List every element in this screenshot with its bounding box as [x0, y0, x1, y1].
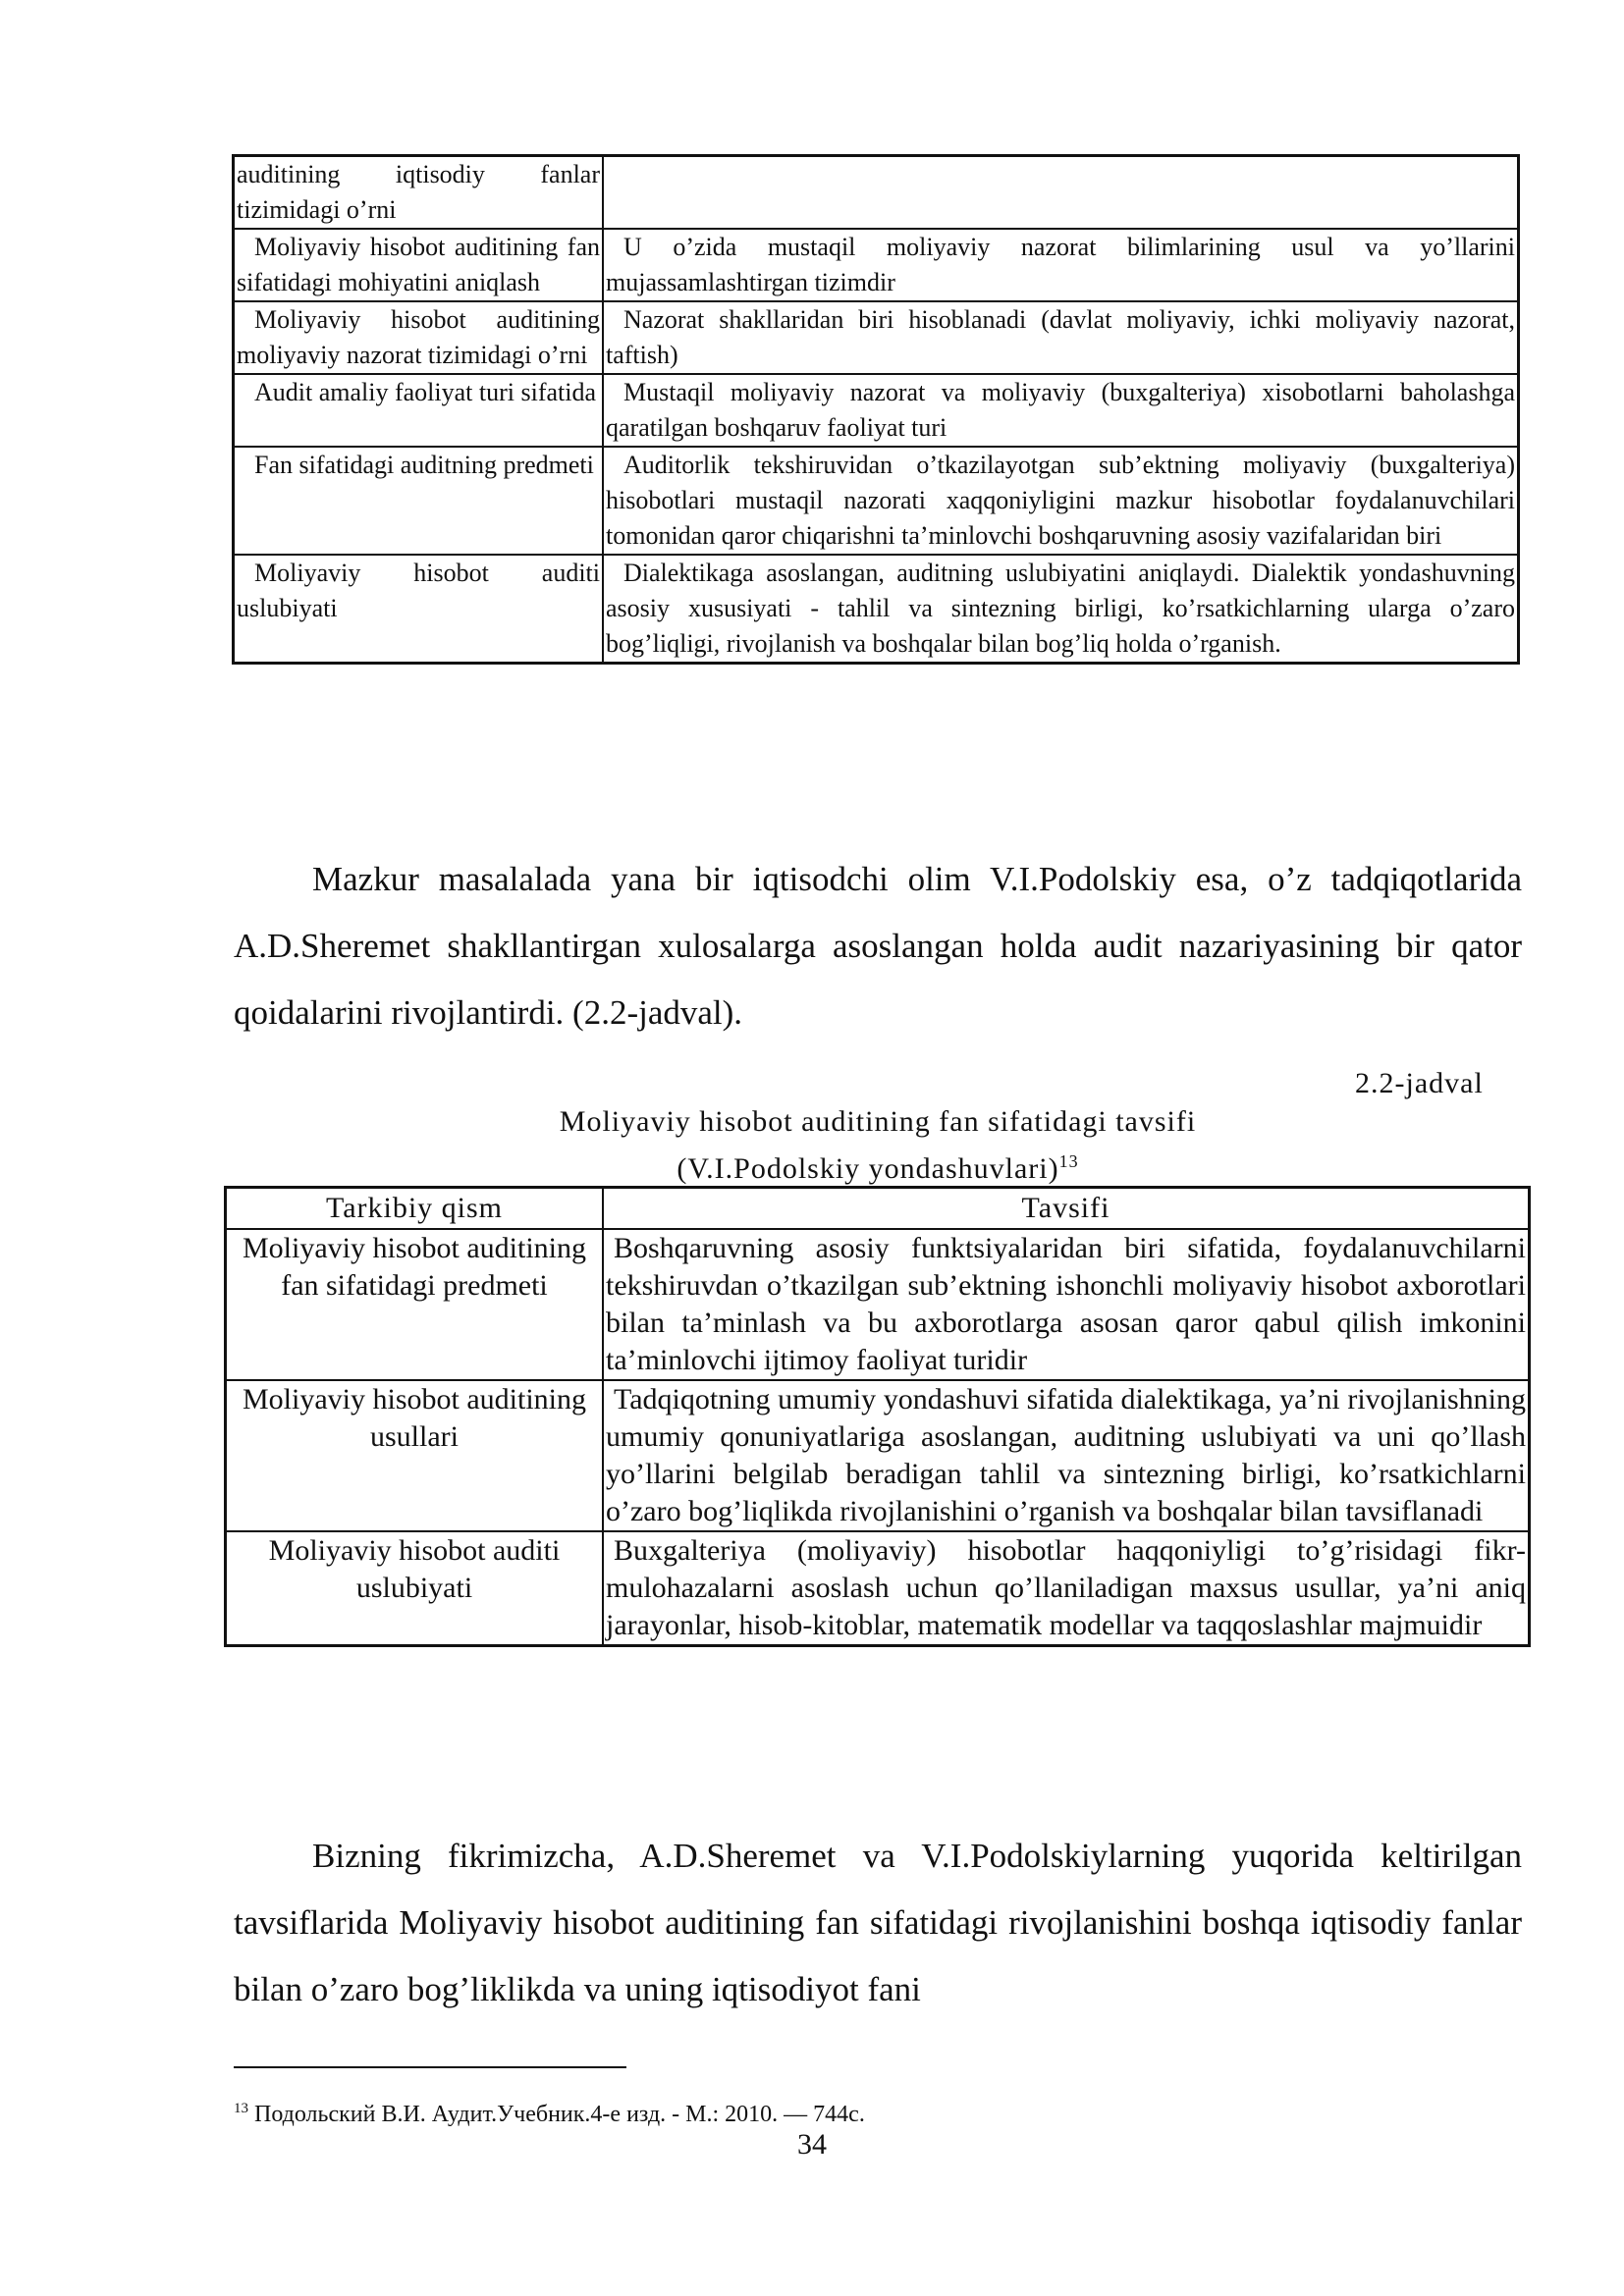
table-cell-aspect: Moliyaviy hisobot auditining fan sifatidagi predmeti — [226, 1229, 604, 1380]
table-cell-description: U o’zida mustaqil moliyaviy nazorat bilimlarining usul va yo’llarini mujassamlashtirgan tizimdir — [603, 229, 1519, 301]
footnote-reference: 13 — [1058, 1151, 1079, 1171]
table-title-line: Moliyaviy hisobot auditining fan sifatidagi tavsifi — [559, 1105, 1197, 1138]
table-cell-description — [603, 156, 1519, 230]
page-number: 34 — [797, 2128, 827, 2161]
table-cell-aspect: Moliyaviy hisobot auditining moliyaviy nazorat tizimidagi o’rni — [234, 301, 604, 374]
table-cell-aspect: Moliyaviy hisobot auditining fan sifatidagi mohiyatini aniqlash — [234, 229, 604, 301]
table-cell-description: Dialektikaga asoslangan, auditning uslubiyatini aniqlaydi. Dialektik yondashuvning asosiy xususiyati - tahlil va sintezning birligi, ko’rsatkichlarning ularga o’zaro bog’liqligi, rivojlanish va boshqalar bilan bog’liq holda o’rganish. — [603, 555, 1519, 664]
table-row — [234, 229, 1519, 301]
column-header: Tavsifi — [603, 1188, 1530, 1230]
table-row — [234, 447, 1519, 555]
body-paragraph: Mazkur masalalada yana bir iqtisodchi olim V.I.Podolskiy esa, o’z tadqiqotlarida A.D.Sheremet shakllantirgan xulosalarga asoslangan holda audit nazariyasining bir qator qoidalarini rivojlantirdi. (2.2-jadval). — [234, 860, 1522, 1032]
table-row — [226, 1531, 1530, 1646]
podolskiy-characteristics-table — [224, 1186, 1531, 1647]
column-header: Tarkibiy qism — [226, 1188, 604, 1230]
table-row — [226, 1380, 1530, 1531]
table-cell-aspect: Moliyaviy hisobot auditi uslubiyati — [234, 555, 604, 664]
table-row — [234, 156, 1519, 230]
table-label: 2.2-jadval — [1355, 1067, 1484, 1099]
table-header-row — [226, 1188, 1530, 1230]
table-cell-description: Buxgalteriya (moliyaviy) hisobotlar haqqoniyligi to’g’risidagi fikr-mulohazalarni asoslash uchun qo’llaniladigan maxsus usullar, ya’ni aniq jarayonlar, hisob-kitoblar, matematik modellar va taqqoslashlar majmuidir — [603, 1531, 1530, 1646]
table-cell-description: Tadqiqotning umumiy yondashuvi sifatida dialektikaga, ya’ni rivojlanishning umumiy qonuniyatlariga asoslangan, auditning uslubiyati va uni qo’llash yo’llarini belgilab beradigan tahlil va sintezning birligi, ko’rsatkichlarni o’zaro bog’liqlikda rivojlanishini o’rganish va boshqalar bilan tavsiflanadi — [603, 1380, 1530, 1531]
table-title — [234, 1102, 1522, 1189]
table-cell-description: Boshqaruvning asosiy funktsiyalaridan biri sifatida, foydalanuvchilarni tekshiruvdan o’tkazilgan sub’ektning ishonchli moliyaviy hisobot axborotlari bilan ta’minlash va bu axborotlarga asosan qaror qabul qilish imkonini ta’minlovchi ijtimoy faoliyat turidir — [603, 1229, 1530, 1380]
table-cell-aspect: Moliyaviy hisobot auditining usullari — [226, 1380, 604, 1531]
table-row — [226, 1229, 1530, 1380]
table-title-line: (V.I.Podolskiy yondashuvlari)$^{13}$ — [677, 1151, 1079, 1185]
table-row — [234, 555, 1519, 664]
table-row — [234, 374, 1519, 447]
table-cell-description: Mustaqil moliyaviy nazorat va moliyaviy (buxgalteriya) xisobotlarni baholashga qaratilgan boshqaruv faoliyat turi — [603, 374, 1519, 447]
table-cell-description: Auditorlik tekshiruvidan o’tkazilayotgan sub’ektning moliyaviy (buxgalteriya) hisobotlari mustaqil nazorati xaqqoniyligini mazkur hisobotlar foydalanuvchilari tomonidan qaror chiqarishni ta’minlovchi boshqaruvning asosiy vazifalaridan biri — [603, 447, 1519, 555]
characteristics-table-continued — [232, 154, 1520, 665]
footnote-divider — [234, 2066, 626, 2068]
table-cell-aspect: Fan sifatidagi auditning predmeti — [234, 447, 604, 555]
table-row — [234, 301, 1519, 374]
table-cell-aspect: Moliyaviy hisobot auditi uslubiyati — [226, 1531, 604, 1646]
table-cell-aspect: Audit amaliy faoliyat turi sifatida — [234, 374, 604, 447]
footnote-number: 13 — [234, 2101, 248, 2116]
body-paragraph: Bizning fikrimizcha, A.D.Sheremet va V.I.Podolskiylarning yuqorida keltirilgan tavsiflarida Moliyaviy hisobot auditining fan sifatidagi rivojlanishini boshqa iqtisodiy fanlar bilan o’zaro bog’liklikda va uning iqtisodiyot fani — [234, 1837, 1522, 2008]
table-cell-aspect: auditining iqtisodiy fanlar tizimidagi o’rni — [234, 156, 604, 230]
table-cell-description: Nazorat shakllaridan biri hisoblanadi (davlat moliyaviy, ichki moliyaviy nazorat, taftish) — [603, 301, 1519, 374]
footnote — [234, 2101, 865, 2128]
footnote-text: Подольский В.И. Аудит.Учебник.4-е изд. - М.: 2010. — 744с. — [254, 2102, 865, 2127]
